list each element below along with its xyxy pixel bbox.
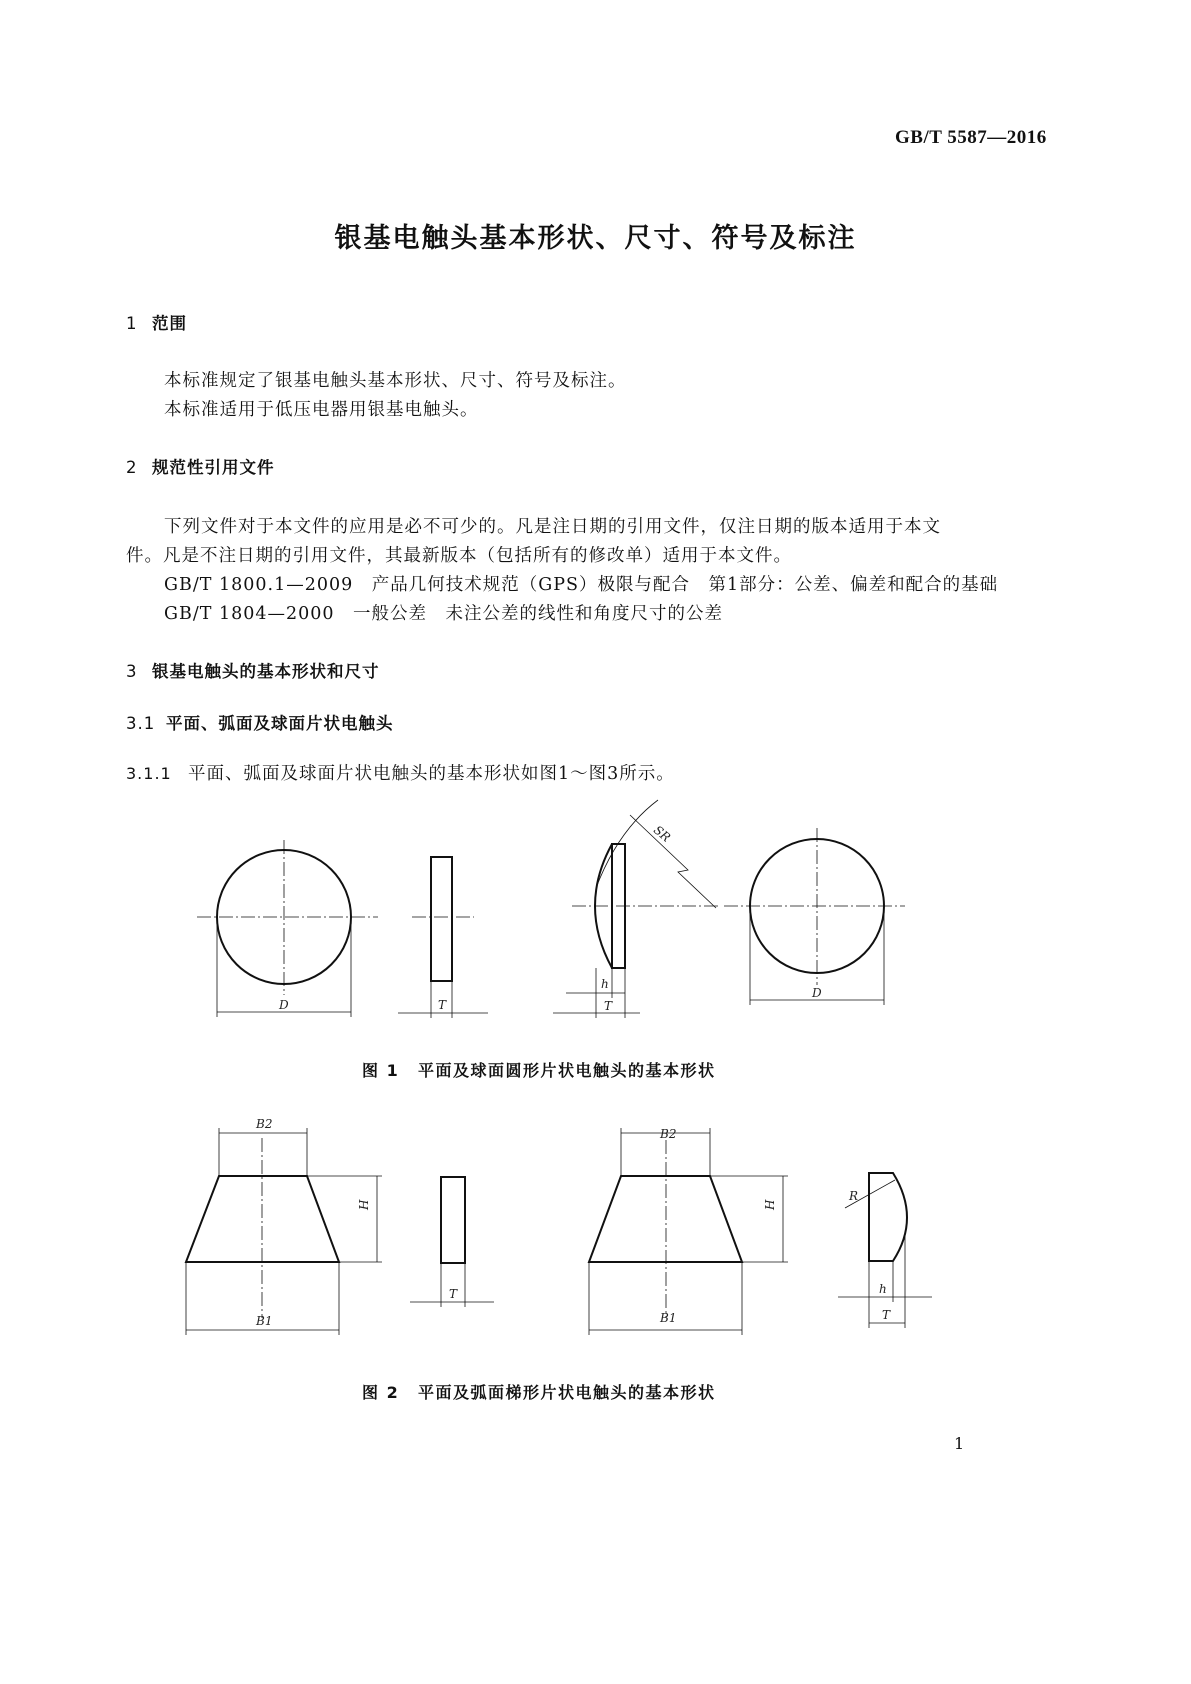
figure-1-number: 图 1 [362, 1061, 400, 1080]
clause-3-1-1-number: 3.1.1 [126, 764, 172, 783]
reference-1: GB/T 1800.1—2009 产品几何技术规范（GPS）极限与配合 第1部分：公差、偏差和配合的基础 [164, 575, 999, 595]
section-1-para-1: 本标准规定了银基电触头基本形状、尺寸、符号及标注。 [164, 371, 627, 391]
clause-3-1-1-text: 平面、弧面及球面片状电触头的基本形状如图1～图3所示。 [188, 764, 675, 784]
fig2-label-b1-right: B1 [660, 1311, 677, 1325]
section-3-title: 银基电触头的基本形状和尺寸 [152, 662, 380, 681]
figure-2-number: 图 2 [362, 1383, 400, 1402]
page-title: 银基电触头基本形状、尺寸、符号及标注 [334, 223, 857, 254]
fig2-label-h-left: H [357, 1199, 371, 1210]
section-2-para-line-1: 下列文件对于本文件的应用是必不可少的。凡是注日期的引用文件，仅注日期的版本适用于本文 [164, 517, 941, 537]
figure-1-caption-text: 平面及球面圆形片状电触头的基本形状 [418, 1061, 716, 1080]
fig1-label-t-left: T [438, 998, 447, 1012]
section-1-number: 1 [126, 314, 138, 333]
section-3-1-title: 平面、弧面及球面片状电触头 [166, 714, 394, 733]
fig2-label-t-right: T [882, 1308, 891, 1322]
section-2-number: 2 [126, 458, 138, 477]
fig2-label-t-mid: T [449, 1287, 458, 1301]
fig2-label-b2-right: B2 [660, 1127, 677, 1141]
fig2-label-r: R [849, 1189, 859, 1203]
section-2-title: 规范性引用文件 [152, 458, 275, 477]
section-1-title: 范围 [152, 314, 187, 333]
standard-number: GB/T 5587—2016 [895, 127, 1047, 148]
section-3-number: 3 [126, 662, 138, 681]
fig2-flat-trapezoid [186, 1176, 339, 1262]
fig1-label-d-right: D [812, 986, 822, 1000]
fig2-arc-side-view [869, 1173, 907, 1261]
fig1-label-d-left: D [279, 998, 289, 1012]
fig1-label-sr: SR [650, 822, 674, 845]
fig2-label-h-small: h [879, 1282, 887, 1296]
fig1-label-t-right: T [604, 999, 613, 1013]
section-1-para-2: 本标准适用于低压电器用银基电触头。 [164, 400, 479, 420]
fig2-arc-trapezoid [589, 1176, 742, 1262]
figure-2-caption [362, 1380, 716, 1403]
section-3-1-number: 3.1 [126, 714, 156, 733]
fig2-label-b1-left: B1 [256, 1314, 273, 1328]
page-number: 1 [954, 1434, 965, 1453]
fig2-label-h-right: H [763, 1199, 777, 1210]
fig2-flat-side-view [441, 1177, 465, 1263]
fig1-label-h: h [601, 977, 609, 991]
figure-2-caption-text: 平面及弧面梯形片状电触头的基本形状 [418, 1383, 716, 1402]
reference-2: GB/T 1804—2000 一般公差 未注公差的线性和角度尺寸的公差 [164, 604, 724, 624]
section-2-para-line-2: 件。凡是不注日期的引用文件，其最新版本（包括所有的修改单）适用于本文件。 [126, 546, 792, 566]
fig2-label-b2-left: B2 [256, 1117, 273, 1131]
